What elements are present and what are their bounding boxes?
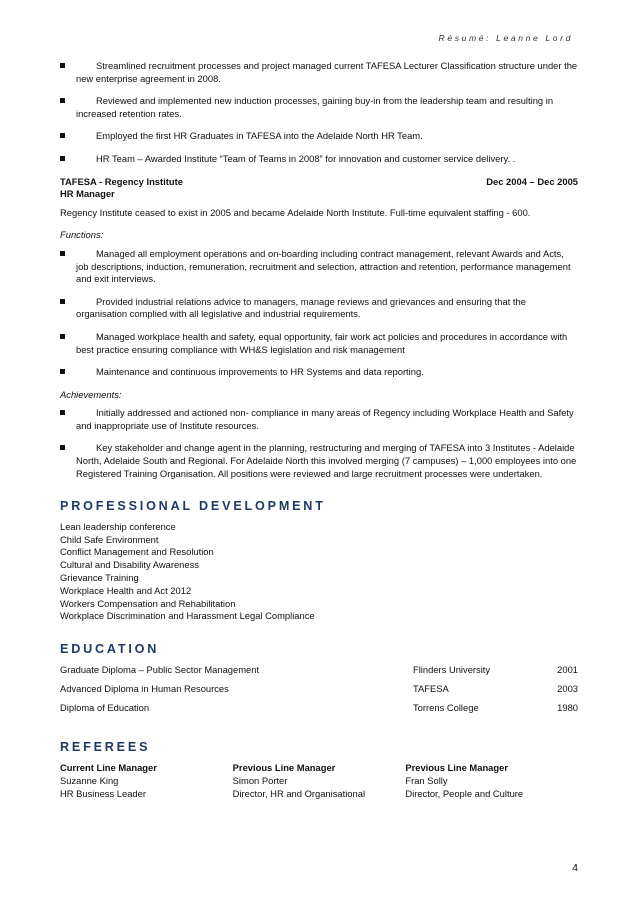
bullet-icon: [60, 334, 65, 339]
referee-heading: Previous Line Manager: [232, 762, 336, 774]
job-role: HR Manager: [60, 188, 115, 200]
job-summary: Regency Institute ceased to exist in 2005 and became Adelaide North Institute. Full-time equivalent staffing - 600.: [60, 206, 531, 218]
referee-name: Fran Solly: [405, 775, 448, 787]
referee: [60, 761, 233, 800]
list-item: HR Team – Awarded Institute “Team of Teams in 2008” for innovation and customer service delivery. .: [60, 153, 578, 166]
list-item: Lean leadership conference: [60, 520, 176, 532]
referee-name: Suzanne King: [60, 775, 119, 787]
referee: [233, 761, 406, 800]
list-item: Workplace Health and Act 2012: [60, 584, 192, 596]
job-organisation: TAFESA - Regency Institute: [60, 175, 183, 187]
list-item: Initially addressed and actioned non- compliance in many areas of Regency including Workplace Health and Safety and inappropriate use of Institute resources.: [60, 407, 578, 432]
list-item: Child Safe Environment: [60, 533, 159, 545]
education-row: [60, 683, 578, 702]
professional-development-heading: PROFESSIONAL DEVELOPMENT: [60, 499, 326, 514]
referees-heading: REFEREES: [60, 739, 151, 754]
running-header: Résumé: Leanne Lord: [438, 33, 573, 43]
list-item: Managed all employment operations and on-boarding including contract management, relevant Awards and Acts, job descriptions, induction, remuneration, recruitment and selection, attraction and retention, performance management and exit interviews.: [60, 248, 578, 286]
list-item: Employed the first HR Graduates in TAFESA into the Adelaide North HR Team.: [60, 130, 578, 143]
referees-grid: [60, 761, 578, 800]
list-item: Reviewed and implemented new induction processes, gaining buy-in from the leadership team and resulting in increased retention rates.: [60, 95, 578, 120]
achievements-list: [60, 407, 578, 480]
referee-position: Director, HR and Organisational: [232, 788, 366, 800]
job-header: [60, 176, 578, 189]
referee-heading: Current Line Manager: [60, 762, 157, 774]
bullet-icon: [60, 410, 65, 415]
institution: Flinders University: [413, 663, 491, 675]
achievements-label: Achievements:: [60, 388, 122, 400]
page-content: [60, 60, 578, 800]
education-row: [60, 664, 578, 683]
education-heading: EDUCATION: [60, 642, 160, 657]
top-achievements-list: [60, 60, 578, 166]
page-number: 4: [572, 862, 578, 874]
list-item: Workplace Discrimination and Harassment Legal Compliance: [60, 610, 315, 622]
bullet-icon: [60, 63, 65, 68]
referee: [405, 761, 578, 800]
referee-heading: Previous Line Manager: [405, 762, 508, 774]
functions-list: [60, 248, 578, 379]
bullet-icon: [60, 299, 65, 304]
bullet-icon: [60, 98, 65, 103]
bullet-icon: [60, 156, 65, 161]
qualification: Graduate Diploma – Public Sector Management: [60, 663, 260, 675]
referee-position: HR Business Leader: [60, 788, 146, 800]
list-item: Provided industrial relations advice to managers, manage reviews and grievances and ensuring that the organisation complied with all legislative and industrial requirements.: [60, 296, 578, 321]
qualification: Diploma of Education: [60, 701, 150, 713]
institution: Torrens College: [413, 701, 479, 713]
qualification: Advanced Diploma in Human Resources: [60, 682, 229, 694]
list-item: Key stakeholder and change agent in the planning, restructuring and merging of TAFESA into 3 Institutes - Adelaide North, Adelaide South and Regional. For Adelaide North this involved merging (7 campuses) – 1,000 employees into one Registered Training Organisation. All positions were reviewed and large recruitment processes were undertaken.: [60, 442, 578, 480]
list-item: Cultural and Disability Awareness: [60, 559, 199, 571]
bullet-icon: [60, 445, 65, 450]
referee-name: Simon Porter: [232, 775, 288, 787]
institution: TAFESA: [413, 682, 449, 694]
professional-development-list: [60, 521, 578, 623]
list-item: Grievance Training: [60, 572, 139, 584]
education-row: [60, 702, 578, 721]
bullet-icon: [60, 251, 65, 256]
bullet-icon: [60, 133, 65, 138]
year: 2001: [557, 663, 578, 675]
list-item: Maintenance and continuous improvements to HR Systems and data reporting.: [60, 366, 578, 379]
list-item: Streamlined recruitment processes and project managed current TAFESA Lecturer Classification structure under the new enterprise agreement in 2008.: [60, 60, 578, 85]
education-table: [60, 664, 578, 721]
functions-label: Functions:: [60, 229, 104, 241]
job-dates: Dec 2004 – Dec 2005: [486, 175, 578, 187]
list-item: Managed workplace health and safety, equal opportunity, fair work act policies and procedures in accordance with best practice ensuring compliance with WH&S legislation and risk management: [60, 331, 578, 356]
year: 2003: [557, 682, 578, 694]
bullet-icon: [60, 369, 65, 374]
referee-position: Director, People and Culture: [405, 788, 524, 800]
year: 1980: [557, 701, 578, 713]
list-item: Conflict Management and Resolution: [60, 546, 214, 558]
list-item: Workers Compensation and Rehabilitation: [60, 597, 236, 609]
